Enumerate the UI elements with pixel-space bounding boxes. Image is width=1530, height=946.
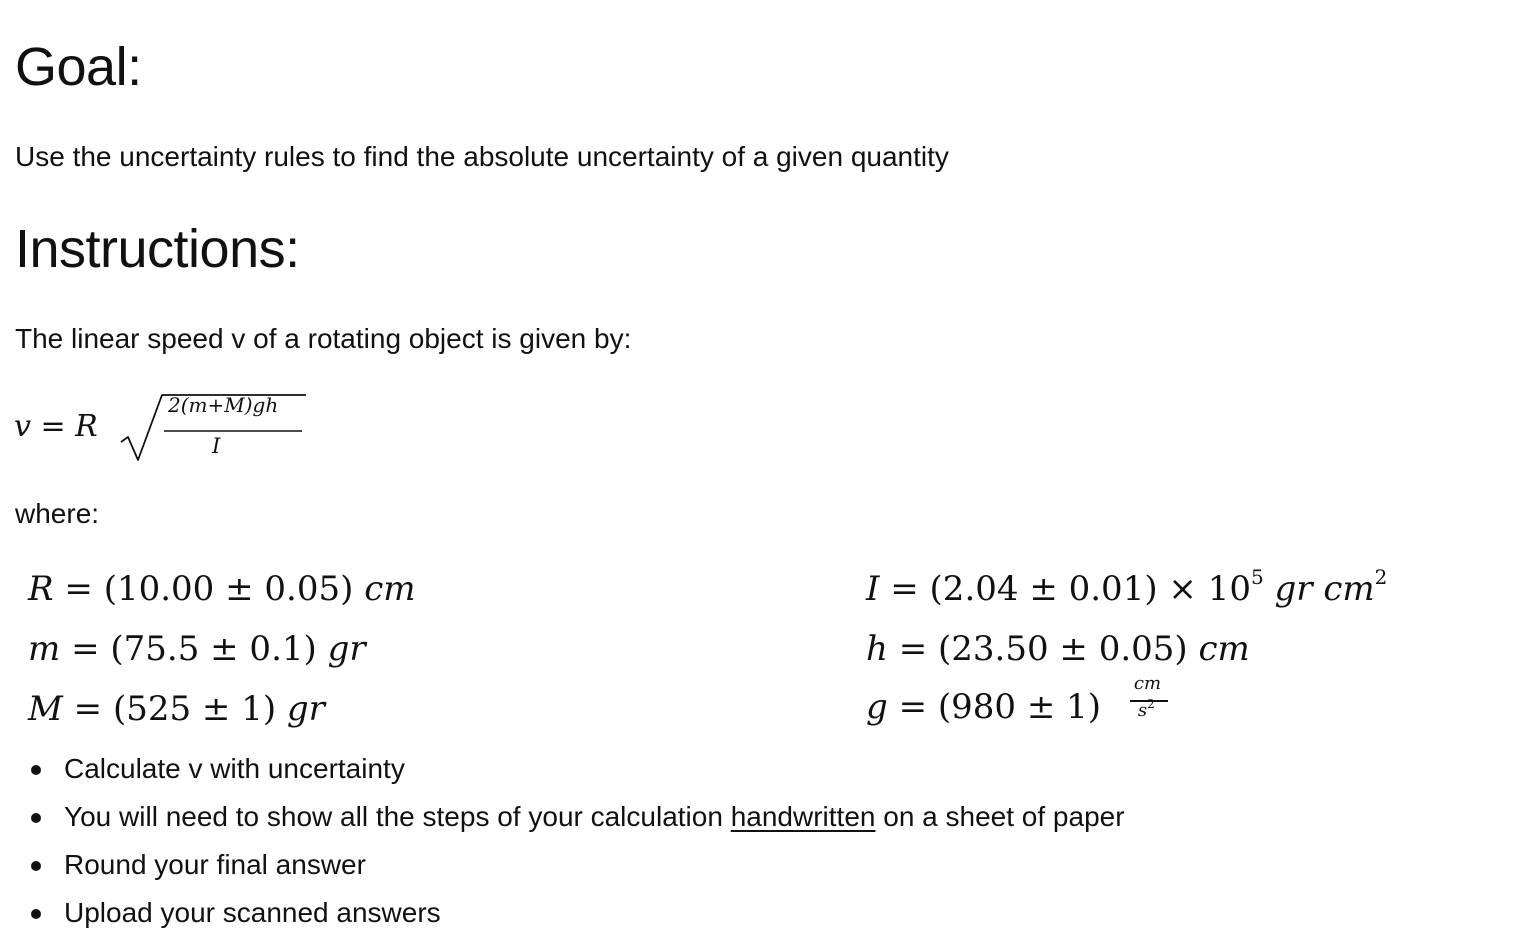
variable-M-value: (525 ± 1) (112, 689, 277, 729)
variable-I-value: (2.04 ± 0.01) × 10 (929, 569, 1251, 609)
instructions-heading: Instructions: (15, 219, 300, 279)
variable-m-unit: gr (327, 629, 366, 669)
task-text-before: You will need to show all the steps of your calculation (64, 801, 723, 832)
variable-m-symbol: m (28, 629, 61, 669)
variable-h-symbol: h (866, 629, 888, 669)
task-text: Round your final answer (64, 849, 366, 880)
task-text: Upload your scanned answers (64, 897, 441, 928)
task-text: Calculate v with uncertainty (64, 753, 405, 784)
variable-g-unit-fraction (1130, 673, 1170, 724)
bullet-icon (31, 861, 41, 871)
bullet-icon (31, 765, 41, 775)
goal-heading: Goal: (15, 37, 142, 97)
goal-text: Use the uncertainty rules to find the absolute uncertainty of a given quantity (15, 141, 949, 172)
formula-denominator: I (212, 434, 221, 458)
variable-h-value: (23.50 ± 0.05) (938, 629, 1188, 669)
task-list (0, 752, 1125, 944)
linear-speed-formula (14, 392, 314, 462)
task-item (0, 896, 1125, 944)
bullet-icon (31, 813, 41, 823)
variable-M: M = (525 ± 1) gr (28, 689, 325, 729)
variable-g-unit-denominator: s (1137, 700, 1148, 721)
task-item (0, 848, 1125, 896)
variable-m: m = (75.5 ± 0.1) gr (28, 629, 366, 669)
where-label: where: (15, 498, 100, 529)
formula-numerator: 2(m+M)gh (168, 393, 279, 417)
variable-I: $I = (2.04 \pm 0.01) \times 10^5$ gr $cm^2$ (866, 565, 1388, 609)
variable-R-unit: cm (364, 569, 416, 609)
variable-I-unit-exponent: 2 (1374, 565, 1388, 589)
variable-g-unit-numerator: cm (1133, 673, 1162, 694)
task-text-after: on a sheet of paper (883, 801, 1125, 832)
variable-m-value: (75.5 ± 0.1) (110, 629, 317, 669)
variable-M-unit: gr (286, 689, 325, 729)
task-item (0, 752, 1125, 800)
formula-intro-text: The linear speed v of a rotating object is given by: (15, 323, 632, 354)
variable-g: g = (980 ± 1) $\frac{cm}{s^2}$ (866, 686, 1170, 732)
variable-R: R = (10.00 ± 0.05) cm (28, 569, 416, 609)
underlined-emphasis: handwritten (730, 801, 876, 832)
variable-I-unit: gr cm (1274, 569, 1375, 609)
variable-I-exponent: 5 (1250, 565, 1264, 589)
variable-h: h = (23.50 ± 0.05) cm (866, 629, 1250, 669)
variable-g-value: (980 ± 1) (937, 687, 1102, 727)
formula-lhs: v = R (14, 409, 98, 444)
variable-I-symbol: I (866, 569, 880, 609)
variable-g-symbol: g (866, 687, 888, 727)
variable-R-value: (10.00 ± 0.05) (103, 569, 354, 609)
variable-h-unit: cm (1198, 629, 1250, 669)
variable-g-unit-denominator-exponent: 2 (1147, 697, 1155, 711)
variable-M-symbol: M (28, 689, 63, 729)
task-item (0, 800, 1125, 848)
variable-R-symbol: R (28, 569, 54, 609)
bullet-icon (31, 909, 41, 919)
